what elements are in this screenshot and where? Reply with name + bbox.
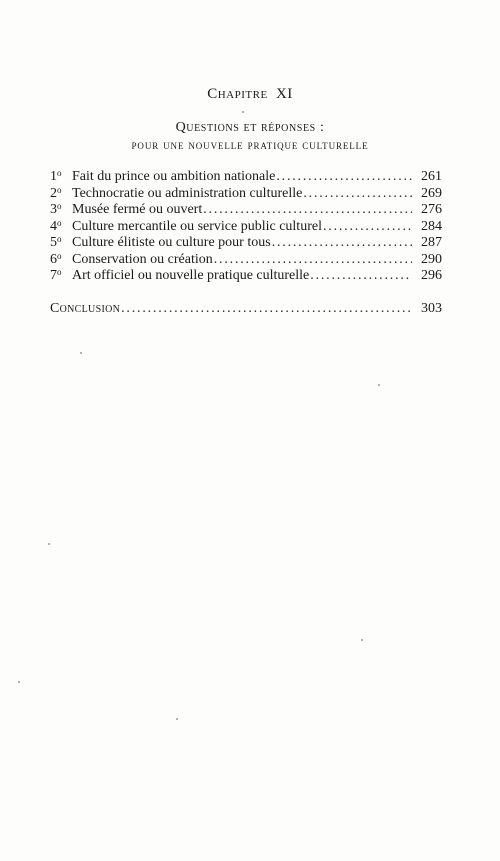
dot-leader xyxy=(276,169,412,186)
dot-leader xyxy=(121,301,412,318)
toc-entry-title: Culture élitiste ou culture pour tous xyxy=(72,235,271,250)
paper-speck xyxy=(80,352,82,354)
paper-speck xyxy=(48,543,50,545)
toc-entry-page: 284 xyxy=(421,218,442,234)
chapter-label: Chapitre xyxy=(207,86,268,102)
table-of-contents xyxy=(50,165,442,281)
toc-entry-page: 269 xyxy=(421,185,442,201)
toc-entry-conclusion xyxy=(50,301,442,318)
dot-leader xyxy=(310,268,412,285)
toc-entry-number: 7$^o$ xyxy=(50,267,62,283)
toc-entry-page: 290 xyxy=(421,251,442,267)
toc-entry-title: Conservation ou création xyxy=(72,251,213,267)
toc-entry-number: 6$^o$ xyxy=(50,250,62,267)
toc-entry-number: 3$^o$ xyxy=(50,201,62,217)
toc-entry-page: 296 xyxy=(421,268,442,283)
toc-conclusion-page: 303 xyxy=(421,301,442,316)
toc-entry-page: 287 xyxy=(421,235,442,250)
paper-speck xyxy=(18,681,20,683)
dot-leader xyxy=(323,219,412,236)
dot-leader xyxy=(203,202,412,219)
toc-entry-number: 1$^o$ xyxy=(50,168,62,184)
section-title-line2: pour une nouvelle pratique culturelle xyxy=(131,138,369,152)
section-title-line1: Questions et réponses : xyxy=(175,120,325,135)
toc-conclusion xyxy=(50,301,442,318)
chapter-number: XI xyxy=(275,86,293,102)
toc-conclusion-title: Conclusion xyxy=(50,301,121,316)
toc-entry-number: 2$^o$ xyxy=(50,184,62,201)
paper-speck xyxy=(176,718,178,720)
paper-speck xyxy=(378,384,380,386)
toc-entry-title: Art officiel ou nouvelle pratique culturelle xyxy=(72,268,310,283)
toc-entry-page: 261 xyxy=(421,169,442,184)
toc-entry-page: 276 xyxy=(421,202,442,217)
paper-speck xyxy=(242,111,244,113)
toc-entry-title: Technocratie ou administration culturelle xyxy=(72,185,303,201)
dot-leader xyxy=(272,235,412,252)
dot-leader xyxy=(303,186,412,203)
toc-entry-1 xyxy=(50,165,442,182)
toc-entry-title: Culture mercantile ou service public culturel xyxy=(72,218,322,234)
toc-entry-number: 4$^o$ xyxy=(50,217,62,234)
dot-leader xyxy=(214,252,412,269)
toc-entry-title: Fait du prince ou ambition nationale xyxy=(72,169,276,184)
chapter-heading xyxy=(0,86,500,103)
toc-entry-number: 5$^o$ xyxy=(50,234,62,250)
toc-entry-title: Musée fermé ou ouvert xyxy=(72,202,203,217)
paper-speck xyxy=(361,639,363,641)
